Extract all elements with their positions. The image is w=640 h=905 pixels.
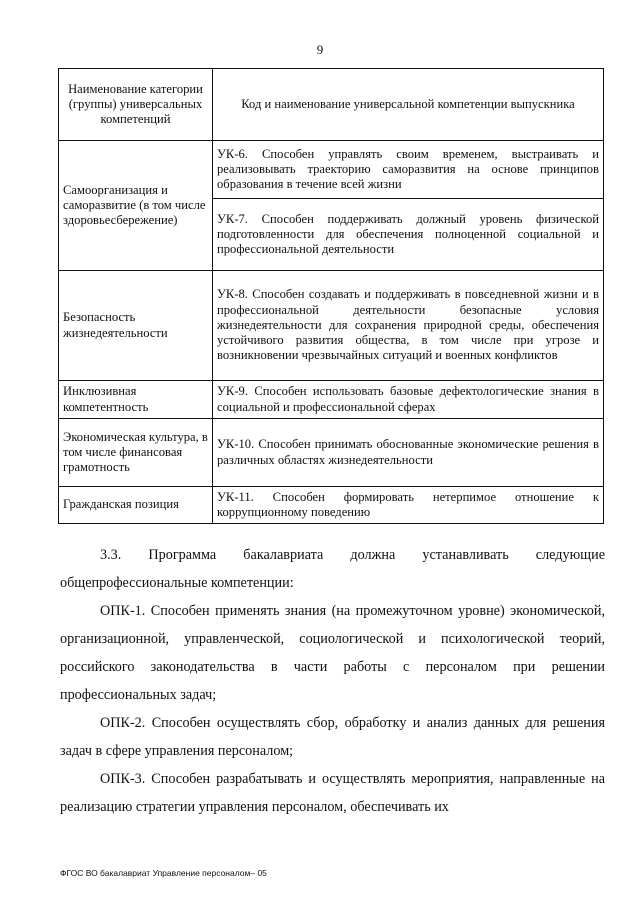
competency-cell: УК-10. Способен принимать обоснованные экономические решения в различных областях жизнедеятельности [213,419,604,487]
table-row [59,141,604,199]
category-cell: Безопасность жизнедеятельности [59,271,213,381]
table-row [59,381,604,419]
category-cell: Экономическая культура, в том числе финансовая грамотность [59,419,213,487]
table-row [59,419,604,487]
competency-cell: УК-9. Способен использовать базовые дефектологические знания в социальной и профессиональной сферах [213,381,604,419]
competency-cell: УК-11. Способен формировать нетерпимое отношение к коррупционному поведению [213,487,604,524]
paragraph-opk-1: ОПК-1. Способен применять знания (на промежуточном уровне) экономической, организационной, управленческой, социологической и психологической теорий, российского законодательства в части работы с персоналом при решении профессиональных задач; [60,603,605,703]
competency-table [58,68,604,524]
competency-cell: УК-8. Способен создавать и поддерживать в повседневной жизни и в профессиональной деятельности безопасные условия жизнедеятельности для сохранения природной среды, обеспечения устойчивого развития общества, в том числе при угрозе и возникновении чрезвычайных ситуаций и военных конфликтов [213,271,604,381]
category-cell: Гражданская позиция [59,487,213,524]
paragraph-3-3: 3.3. Программа бакалавриата должна устанавливать следующие общепрофессиональные компетенции: [60,547,605,591]
paragraph-opk-2: ОПК-2. Способен осуществлять сбор, обработку и анализ данных для решения задач в сфере управления персоналом; [60,715,605,759]
category-cell: Самоорганизация и саморазвитие (в том числе здоровьесбережение) [59,141,213,271]
table-row [59,487,604,524]
competency-cell: УК-7. Способен поддерживать должный уровень физической подготовленности для обеспечения полноценной социальной и профессиональной деятельности [213,199,604,271]
paragraph-opk-3: ОПК-3. Способен разрабатывать и осуществлять мероприятия, направленные на реализацию стратегии управления персоналом, обеспечивать их [60,771,605,815]
header-code: Код и наименование универсальной компетенции выпускника [213,69,604,141]
footer: ФГОС ВО бакалавриат Управление персоналом– 05 [60,868,267,878]
table-row [59,271,604,381]
page-number: 9 [316,42,324,57]
table-header-row [59,69,604,141]
category-cell: Инклюзивная компетентность [59,381,213,419]
competency-cell: УК-6. Способен управлять своим временем, выстраивать и реализовывать траекторию саморазвития на основе принципов образования в течение всей жизни [213,141,604,199]
header-category: Наименование категории (группы) универсальных компетенций [59,69,213,141]
